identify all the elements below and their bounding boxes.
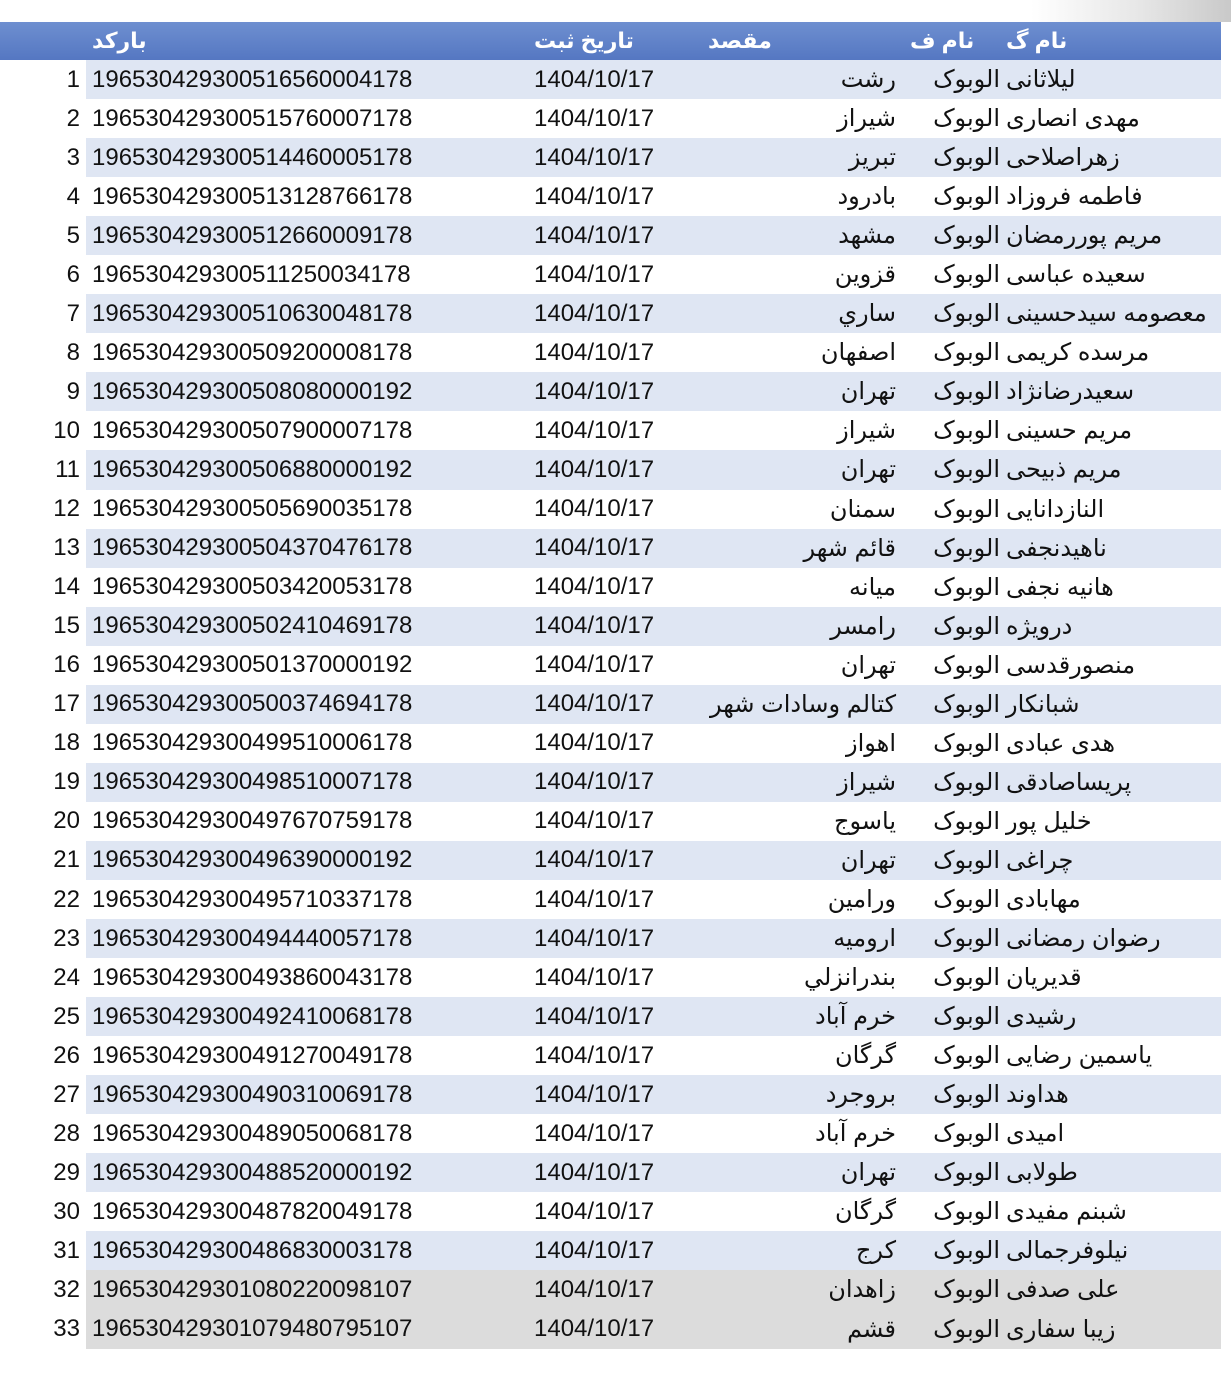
barcode-cell[interactable]: 196530429301080220098107: [92, 1275, 413, 1303]
destination-cell[interactable]: تهران: [840, 378, 896, 406]
corner-shade: [1031, 0, 1231, 22]
destination-cell[interactable]: رامسر: [830, 612, 896, 640]
table-row[interactable]: [0, 880, 1221, 919]
sender-family-cell[interactable]: الوبوک: [933, 1159, 1000, 1187]
date-cell[interactable]: 1404/10/17: [534, 1275, 655, 1303]
row-number[interactable]: 20: [53, 807, 80, 835]
destination-cell[interactable]: گرگان: [834, 1198, 896, 1226]
sender-family-cell[interactable]: الوبوک: [933, 183, 1000, 211]
destination-cell[interactable]: تهران: [840, 651, 896, 679]
sender-family-cell[interactable]: الوبوک: [933, 1276, 1000, 1304]
receiver-name-cell[interactable]: طولابی: [1006, 1159, 1078, 1187]
table-row[interactable]: [0, 1310, 1221, 1349]
receiver-name-cell[interactable]: زیبا سفاری: [1006, 1315, 1116, 1343]
destination-cell[interactable]: کتالم وسادات شهر: [710, 690, 896, 718]
destination-cell[interactable]: خرم آباد: [815, 1120, 896, 1148]
sender-family-cell[interactable]: الوبوک: [933, 222, 1000, 250]
table-row[interactable]: [0, 763, 1221, 802]
row-number[interactable]: 24: [53, 963, 80, 991]
barcode-cell[interactable]: 196530429300495710337178: [92, 885, 413, 913]
date-cell[interactable]: 1404/10/17: [534, 455, 655, 483]
receiver-name-cell[interactable]: هدی عبادی: [1006, 729, 1116, 757]
date-cell[interactable]: 1404/10/17: [534, 846, 655, 874]
barcode-cell[interactable]: 196530429300496390000192: [92, 846, 413, 874]
sender-family-cell[interactable]: الوبوک: [933, 690, 1000, 718]
receiver-name-cell[interactable]: معصومه سیدحسینی: [1006, 300, 1207, 328]
date-cell[interactable]: 1404/10/17: [534, 1197, 655, 1225]
barcode-cell[interactable]: 196530429300508080000192: [92, 377, 413, 405]
receiver-name-cell[interactable]: سعیده عباسی: [1006, 261, 1146, 289]
destination-cell[interactable]: قشم: [847, 1315, 896, 1343]
sender-family-cell[interactable]: الوبوک: [933, 261, 1000, 289]
row-number[interactable]: 23: [53, 924, 80, 952]
destination-cell[interactable]: خرم آباد: [815, 1003, 896, 1031]
barcode-cell[interactable]: 196530429300509200008178: [92, 338, 413, 366]
receiver-name-cell[interactable]: خلیل پور: [1006, 807, 1092, 835]
row-number[interactable]: 22: [53, 885, 80, 913]
destination-cell[interactable]: شیراز: [837, 105, 896, 133]
date-cell[interactable]: 1404/10/17: [534, 807, 655, 835]
receiver-name-cell[interactable]: سعیدرضانژاد: [1006, 378, 1135, 406]
sender-family-cell[interactable]: الوبوک: [933, 846, 1000, 874]
sender-family-cell[interactable]: الوبوک: [933, 417, 1000, 445]
barcode-cell[interactable]: 196530429300502410469178: [92, 612, 413, 640]
date-cell[interactable]: 1404/10/17: [534, 299, 655, 327]
sender-family-cell[interactable]: الوبوک: [933, 339, 1000, 367]
date-cell[interactable]: 1404/10/17: [534, 729, 655, 757]
row-number[interactable]: 4: [66, 182, 80, 210]
table-row[interactable]: [0, 450, 1221, 489]
destination-cell[interactable]: قائم شهر: [803, 534, 896, 562]
receiver-name-cell[interactable]: قدیریان: [1006, 964, 1082, 992]
spreadsheet: [0, 22, 1221, 1349]
header-barcode[interactable]: بارکد: [92, 28, 147, 53]
sender-family-cell[interactable]: الوبوک: [933, 378, 1000, 406]
sender-family-cell[interactable]: الوبوک: [933, 495, 1000, 523]
sender-family-cell[interactable]: الوبوک: [933, 925, 1000, 953]
row-number[interactable]: 13: [53, 534, 80, 562]
barcode-cell[interactable]: 196530429301079480795107: [92, 1315, 413, 1343]
date-cell[interactable]: 1404/10/17: [534, 221, 655, 249]
date-cell[interactable]: 1404/10/17: [534, 1080, 655, 1108]
table-row[interactable]: [0, 1192, 1221, 1231]
row-number[interactable]: 19: [53, 768, 80, 796]
receiver-name-cell[interactable]: لیلاثانی: [1006, 66, 1076, 94]
receiver-name-cell[interactable]: پریساصادقی: [1006, 768, 1132, 796]
date-cell[interactable]: 1404/10/17: [534, 885, 655, 913]
table-row[interactable]: [0, 333, 1221, 372]
barcode-cell[interactable]: 196530429300512660009178: [92, 221, 413, 249]
destination-cell[interactable]: بندرانزلي: [803, 964, 896, 992]
table-row[interactable]: [0, 646, 1221, 685]
sender-family-cell[interactable]: الوبوک: [933, 105, 1000, 133]
row-number[interactable]: 10: [53, 416, 80, 444]
destination-cell[interactable]: تهران: [840, 846, 896, 874]
barcode-cell[interactable]: 196530429300492410068178: [92, 1002, 413, 1030]
receiver-name-cell[interactable]: علی صدفی: [1006, 1276, 1120, 1304]
barcode-cell[interactable]: 196530429300498510007178: [92, 768, 413, 796]
row-number[interactable]: 29: [53, 1158, 80, 1186]
sender-family-cell[interactable]: الوبوک: [933, 456, 1000, 484]
row-number[interactable]: 33: [53, 1315, 80, 1343]
destination-cell[interactable]: رشت: [840, 66, 896, 94]
table-row[interactable]: [0, 490, 1221, 529]
sender-family-cell[interactable]: الوبوک: [933, 612, 1000, 640]
destination-cell[interactable]: کرج: [855, 1237, 896, 1265]
barcode-cell[interactable]: 196530429300503420053178: [92, 573, 413, 601]
row-number[interactable]: 9: [66, 377, 80, 405]
destination-cell[interactable]: ساري: [838, 300, 896, 328]
destination-cell[interactable]: ورامین: [827, 886, 896, 913]
barcode-cell[interactable]: 196530429300487820049178: [92, 1197, 413, 1225]
receiver-name-cell[interactable]: مهدی انصاری: [1006, 105, 1140, 133]
receiver-name-cell[interactable]: شبانکار: [1006, 690, 1080, 718]
table-row[interactable]: [0, 1075, 1221, 1114]
table-row[interactable]: [0, 411, 1221, 450]
date-cell[interactable]: 1404/10/17: [534, 534, 655, 562]
barcode-cell[interactable]: 196530429300488520000192: [92, 1158, 413, 1186]
destination-cell[interactable]: قزوین: [834, 261, 896, 289]
destination-cell[interactable]: مشهد: [838, 222, 896, 250]
destination-cell[interactable]: اهواز: [846, 729, 896, 757]
header-date[interactable]: تاریخ ثبت: [534, 28, 634, 53]
table-row[interactable]: [0, 294, 1221, 333]
barcode-cell[interactable]: 196530429300514460005178: [92, 143, 413, 171]
row-number[interactable]: 21: [53, 846, 80, 874]
receiver-name-cell[interactable]: مرسده کریمی: [1006, 339, 1150, 367]
date-cell[interactable]: 1404/10/17: [534, 1158, 655, 1186]
sender-family-cell[interactable]: الوبوک: [933, 886, 1000, 913]
receiver-name-cell[interactable]: نیلوفرجمالی: [1006, 1237, 1129, 1265]
row-number[interactable]: 26: [53, 1041, 80, 1069]
barcode-cell[interactable]: 196530429300501370000192: [92, 651, 413, 679]
barcode-cell[interactable]: 196530429300515760007178: [92, 104, 413, 132]
row-number[interactable]: 30: [53, 1197, 80, 1225]
row-number[interactable]: 25: [53, 1002, 80, 1030]
barcode-cell[interactable]: 196530429300511250034178: [92, 260, 411, 288]
destination-cell[interactable]: تهران: [840, 456, 896, 484]
destination-cell[interactable]: اصفهان: [820, 339, 896, 367]
barcode-cell[interactable]: 196530429300506880000192: [92, 455, 413, 483]
row-number[interactable]: 16: [53, 651, 80, 679]
destination-cell[interactable]: ارومیه: [833, 925, 896, 953]
table-row[interactable]: [0, 1231, 1221, 1270]
sender-family-cell[interactable]: الوبوک: [933, 1042, 1000, 1070]
sender-family-cell[interactable]: الوبوک: [933, 573, 1000, 601]
row-number[interactable]: 18: [53, 729, 80, 757]
table-row[interactable]: [0, 1114, 1221, 1153]
row-number[interactable]: 12: [53, 495, 80, 523]
destination-cell[interactable]: تبریز: [848, 144, 896, 172]
receiver-name-cell[interactable]: شبنم مفیدی: [1006, 1198, 1127, 1226]
destination-cell[interactable]: یاسوج: [834, 807, 896, 835]
receiver-name-cell[interactable]: مریم حسینی: [1006, 417, 1133, 445]
row-number[interactable]: 27: [53, 1080, 80, 1108]
header-destination[interactable]: مقصد: [708, 28, 772, 53]
sender-family-cell[interactable]: الوبوک: [933, 651, 1000, 679]
table-row[interactable]: [0, 724, 1221, 763]
receiver-name-cell[interactable]: مهابادی: [1006, 886, 1081, 913]
date-cell[interactable]: 1404/10/17: [534, 1236, 655, 1264]
barcode-cell[interactable]: 196530429300493860043178: [92, 963, 413, 991]
receiver-name-cell[interactable]: درویژه: [1006, 612, 1073, 640]
receiver-name-cell[interactable]: امیدی: [1006, 1120, 1065, 1148]
barcode-cell[interactable]: 196530429300500374694178: [92, 690, 413, 718]
date-cell[interactable]: 1404/10/17: [534, 651, 655, 679]
row-number[interactable]: 17: [53, 690, 80, 718]
date-cell[interactable]: 1404/10/17: [534, 104, 655, 132]
barcode-cell[interactable]: 196530429300490310069178: [92, 1080, 413, 1108]
row-number[interactable]: 3: [66, 143, 80, 171]
date-cell[interactable]: 1404/10/17: [534, 1119, 655, 1147]
table-body: [0, 60, 1221, 1349]
date-cell[interactable]: 1404/10/17: [534, 377, 655, 405]
destination-cell[interactable]: شیراز: [837, 417, 896, 445]
barcode-cell[interactable]: 196530429300513128766178: [92, 182, 413, 210]
sender-family-cell[interactable]: الوبوک: [933, 964, 1000, 992]
sender-family-cell[interactable]: الوبوک: [933, 807, 1000, 835]
row-number[interactable]: 1: [66, 65, 80, 93]
table-row[interactable]: [0, 919, 1221, 958]
row-number[interactable]: 2: [66, 104, 80, 132]
receiver-name-cell[interactable]: هانیه نجفی: [1006, 573, 1114, 601]
barcode-cell[interactable]: 196530429300491270049178: [92, 1041, 413, 1069]
receiver-name-cell[interactable]: رضوان رمضانی: [1006, 925, 1161, 953]
date-cell[interactable]: 1404/10/17: [534, 924, 655, 952]
sender-family-cell[interactable]: الوبوک: [933, 1120, 1000, 1148]
barcode-cell[interactable]: 196530429300510630048178: [92, 299, 413, 327]
table-row[interactable]: [0, 1270, 1221, 1309]
row-number[interactable]: 11: [55, 455, 80, 483]
row-number[interactable]: 15: [53, 612, 80, 640]
receiver-name-cell[interactable]: منصورقدسی: [1006, 651, 1136, 679]
receiver-name-cell[interactable]: فاطمه فروزاد: [1006, 183, 1143, 211]
destination-cell[interactable]: بروجرد: [825, 1081, 896, 1109]
sender-family-cell[interactable]: الوبوک: [933, 144, 1000, 172]
table-row[interactable]: [0, 1036, 1221, 1075]
destination-cell[interactable]: تهران: [840, 1159, 896, 1187]
sender-family-cell[interactable]: الوبوک: [933, 768, 1000, 796]
barcode-cell[interactable]: 196530429300486830003178: [92, 1236, 413, 1264]
date-cell[interactable]: 1404/10/17: [534, 768, 655, 796]
date-cell[interactable]: 1404/10/17: [534, 690, 655, 718]
receiver-name-cell[interactable]: ناهیدنجفی: [1006, 534, 1107, 562]
table-row[interactable]: [0, 138, 1221, 177]
barcode-cell[interactable]: 196530429300499510006178: [92, 729, 413, 757]
row-number[interactable]: 6: [66, 260, 80, 288]
date-cell[interactable]: 1404/10/17: [534, 182, 655, 210]
row-number[interactable]: 8: [66, 338, 80, 366]
date-cell[interactable]: 1404/10/17: [534, 1041, 655, 1069]
table-row[interactable]: [0, 607, 1221, 646]
row-number[interactable]: 5: [66, 221, 80, 249]
header-sender-family[interactable]: نام ف: [910, 28, 975, 53]
barcode-cell[interactable]: 196530429300507900007178: [92, 416, 413, 444]
barcode-cell[interactable]: 196530429300505690035178: [92, 495, 413, 523]
destination-cell[interactable]: میانه: [849, 573, 896, 601]
sender-family-cell[interactable]: الوبوک: [933, 66, 1000, 94]
sender-family-cell[interactable]: الوبوک: [933, 1081, 1000, 1109]
table-header: [0, 22, 1221, 60]
table-row[interactable]: [0, 60, 1221, 99]
table-row[interactable]: [0, 1153, 1221, 1192]
table-row[interactable]: [0, 802, 1221, 841]
destination-cell[interactable]: گرگان: [834, 1042, 896, 1070]
sender-family-cell[interactable]: الوبوک: [933, 1198, 1000, 1226]
receiver-name-cell[interactable]: مریم پوررمضان: [1006, 222, 1163, 250]
destination-cell[interactable]: بادرود: [837, 183, 896, 211]
date-cell[interactable]: 1404/10/17: [534, 495, 655, 523]
row-number[interactable]: 32: [53, 1275, 80, 1303]
table-row[interactable]: [0, 177, 1221, 216]
date-cell[interactable]: 1404/10/17: [534, 260, 655, 288]
sender-family-cell[interactable]: الوبوک: [933, 1237, 1000, 1265]
sender-family-cell[interactable]: الوبوک: [933, 1003, 1000, 1031]
receiver-name-cell[interactable]: مریم ذبیحی: [1006, 456, 1122, 484]
destination-cell[interactable]: شیراز: [837, 768, 896, 796]
receiver-name-cell[interactable]: چراغی: [1006, 846, 1074, 874]
table-row[interactable]: [0, 529, 1221, 568]
row-number[interactable]: 7: [66, 299, 80, 327]
destination-cell[interactable]: زاهدان: [828, 1276, 896, 1304]
table-row[interactable]: [0, 216, 1221, 255]
table-row[interactable]: [0, 568, 1221, 607]
date-cell[interactable]: 1404/10/17: [534, 1315, 655, 1343]
sender-family-cell[interactable]: الوبوک: [933, 534, 1000, 562]
row-number[interactable]: 14: [53, 573, 80, 601]
barcode-cell[interactable]: 196530429300504370476178: [92, 534, 413, 562]
destination-cell[interactable]: سمنان: [829, 495, 896, 523]
sender-family-cell[interactable]: الوبوک: [933, 300, 1000, 328]
sender-family-cell[interactable]: الوبوک: [933, 1315, 1000, 1343]
receiver-name-cell[interactable]: یاسمین رضایی: [1006, 1042, 1153, 1070]
header-receiver-name[interactable]: نام گ: [1006, 28, 1068, 53]
table-row[interactable]: [0, 997, 1221, 1036]
row-number[interactable]: 28: [53, 1119, 80, 1147]
date-cell[interactable]: 1404/10/17: [534, 338, 655, 366]
date-cell[interactable]: 1404/10/17: [534, 416, 655, 444]
table-row[interactable]: [0, 255, 1221, 294]
receiver-name-cell[interactable]: النازدانایی: [1006, 495, 1105, 523]
date-cell[interactable]: 1404/10/17: [534, 143, 655, 171]
table-row[interactable]: [0, 841, 1221, 880]
date-cell[interactable]: 1404/10/17: [534, 65, 655, 93]
table-row[interactable]: [0, 958, 1221, 997]
sender-family-cell[interactable]: الوبوک: [933, 729, 1000, 757]
barcode-cell[interactable]: 196530429300497670759178: [92, 807, 413, 835]
receiver-name-cell[interactable]: هداوند: [1006, 1081, 1069, 1109]
barcode-cell[interactable]: 196530429300494440057178: [92, 924, 413, 952]
date-cell[interactable]: 1404/10/17: [534, 612, 655, 640]
date-cell[interactable]: 1404/10/17: [534, 573, 655, 601]
table-row[interactable]: [0, 372, 1221, 411]
table-row[interactable]: [0, 685, 1221, 724]
barcode-cell[interactable]: 19653042930051656000417​8: [92, 65, 413, 93]
row-number[interactable]: 31: [53, 1236, 80, 1264]
barcode-cell[interactable]: 196530429300489050068178: [92, 1119, 413, 1147]
receiver-name-cell[interactable]: زهراصلاحی: [1006, 144, 1120, 172]
table-row[interactable]: [0, 99, 1221, 138]
receiver-name-cell[interactable]: رشیدی: [1006, 1003, 1077, 1031]
date-cell[interactable]: 1404/10/17: [534, 1002, 655, 1030]
date-cell[interactable]: 1404/10/17: [534, 963, 655, 991]
